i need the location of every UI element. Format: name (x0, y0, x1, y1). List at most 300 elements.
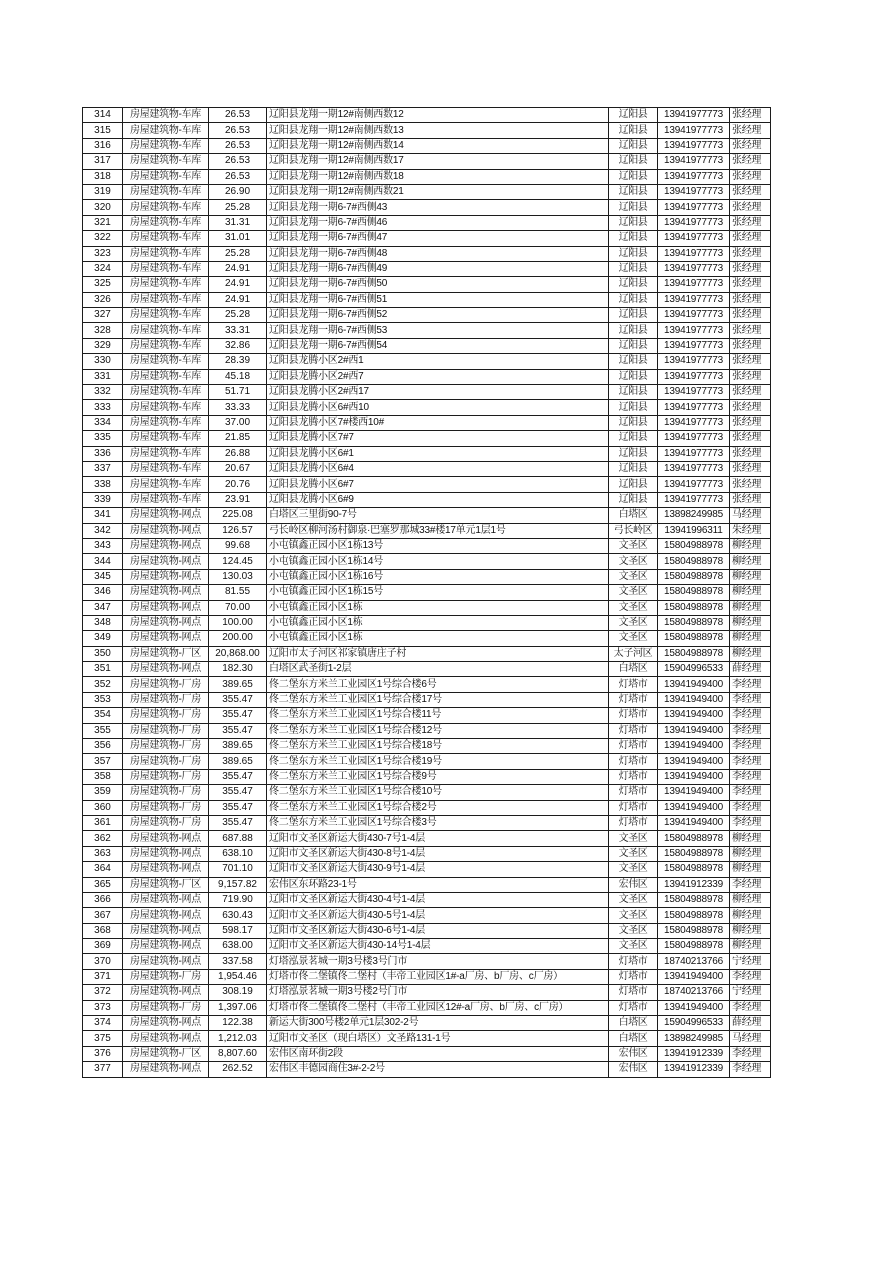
cell-manager: 柳经理 (730, 846, 771, 861)
cell-address: 辽阳县龙腾小区2#西1 (267, 354, 609, 369)
cell-asset-type: 房屋建筑物-网点 (123, 508, 209, 523)
cell-district: 辽阳县 (609, 492, 658, 507)
cell-manager: 柳经理 (730, 569, 771, 584)
cell-district: 辽阳县 (609, 123, 658, 138)
cell-area-value: 25.28 (209, 246, 267, 261)
table-row (83, 1000, 771, 1015)
table-row (83, 446, 771, 461)
cell-district: 灯塔市 (609, 708, 658, 723)
cell-area-value: 1,212.03 (209, 1031, 267, 1046)
cell-row-number: 363 (83, 846, 123, 861)
cell-row-number: 345 (83, 569, 123, 584)
cell-district: 辽阳县 (609, 415, 658, 430)
cell-manager: 李经理 (730, 877, 771, 892)
cell-row-number: 356 (83, 739, 123, 754)
table-row (83, 600, 771, 615)
cell-asset-type: 房屋建筑物-厂区 (123, 646, 209, 661)
cell-manager: 张经理 (730, 323, 771, 338)
cell-phone: 13941977773 (658, 323, 730, 338)
cell-phone: 13941949400 (658, 723, 730, 738)
cell-asset-type: 房屋建筑物-厂房 (123, 769, 209, 784)
cell-phone: 15804988978 (658, 831, 730, 846)
cell-area-value: 33.31 (209, 323, 267, 338)
cell-manager: 李经理 (730, 723, 771, 738)
cell-area-value: 26.53 (209, 108, 267, 123)
cell-address: 白塔区三里街90-7号 (267, 508, 609, 523)
cell-row-number: 316 (83, 138, 123, 153)
cell-address: 辽阳县龙翔一期6-7#西侧47 (267, 231, 609, 246)
cell-address: 小屯镇鑫正园小区1栋 (267, 631, 609, 646)
table-row (83, 323, 771, 338)
table-row (83, 261, 771, 276)
table-row (83, 969, 771, 984)
cell-address: 辽阳县龙腾小区6#4 (267, 461, 609, 476)
table-row (83, 538, 771, 553)
cell-address: 辽阳县龙腾小区6#7 (267, 477, 609, 492)
cell-address: 佟二堡东方米兰工业园区1号综合楼6号 (267, 677, 609, 692)
table-row (83, 154, 771, 169)
cell-district: 辽阳县 (609, 446, 658, 461)
cell-phone: 13941949400 (658, 785, 730, 800)
cell-area-value: 99.68 (209, 538, 267, 553)
cell-district: 白塔区 (609, 662, 658, 677)
cell-row-number: 354 (83, 708, 123, 723)
cell-district: 辽阳县 (609, 369, 658, 384)
cell-row-number: 351 (83, 662, 123, 677)
cell-asset-type: 房屋建筑物-车库 (123, 292, 209, 307)
cell-asset-type: 房屋建筑物-厂房 (123, 739, 209, 754)
cell-row-number: 367 (83, 908, 123, 923)
cell-district: 灯塔市 (609, 723, 658, 738)
cell-asset-type: 房屋建筑物-厂房 (123, 723, 209, 738)
cell-address: 辽阳市文圣区新运大街430-8号1-4层 (267, 846, 609, 861)
cell-asset-type: 房屋建筑物-车库 (123, 246, 209, 261)
cell-asset-type: 房屋建筑物-车库 (123, 138, 209, 153)
cell-address: 白塔区武圣街1-2层 (267, 662, 609, 677)
cell-address: 辽阳市文圣区新运大街430-6号1-4层 (267, 923, 609, 938)
cell-area-value: 308.19 (209, 985, 267, 1000)
cell-phone: 13941949400 (658, 815, 730, 830)
cell-manager: 李经理 (730, 739, 771, 754)
table-row (83, 400, 771, 415)
cell-address: 灯塔市佟二堡镇佟二堡村（丰帝工业园区12#-a厂房、b厂房、c厂房） (267, 1000, 609, 1015)
cell-row-number: 331 (83, 369, 123, 384)
cell-address: 辽阳市文圣区新运大街430-14号1-4层 (267, 939, 609, 954)
cell-address: 小屯镇鑫正园小区1栋13号 (267, 538, 609, 553)
cell-asset-type: 房屋建筑物-车库 (123, 431, 209, 446)
cell-asset-type: 房屋建筑物-网点 (123, 923, 209, 938)
cell-phone: 13941949400 (658, 739, 730, 754)
cell-manager: 柳经理 (730, 631, 771, 646)
cell-row-number: 337 (83, 461, 123, 476)
table-row (83, 354, 771, 369)
cell-address: 辽阳市文圣区（现白塔区）文圣路131-1号 (267, 1031, 609, 1046)
cell-address: 辽阳市文圣区新运大街430-4号1-4层 (267, 892, 609, 907)
cell-address: 辽阳县龙腾小区7#7 (267, 431, 609, 446)
cell-manager: 柳经理 (730, 554, 771, 569)
cell-row-number: 352 (83, 677, 123, 692)
table-row (83, 785, 771, 800)
table-row (83, 862, 771, 877)
cell-area-value: 100.00 (209, 615, 267, 630)
cell-asset-type: 房屋建筑物-车库 (123, 400, 209, 415)
cell-area-value: 25.28 (209, 308, 267, 323)
cell-row-number: 320 (83, 200, 123, 215)
cell-phone: 13941977773 (658, 184, 730, 199)
cell-area-value: 355.47 (209, 815, 267, 830)
cell-row-number: 365 (83, 877, 123, 892)
cell-row-number: 357 (83, 754, 123, 769)
cell-district: 灯塔市 (609, 739, 658, 754)
cell-manager: 宁经理 (730, 985, 771, 1000)
cell-phone: 13941949400 (658, 769, 730, 784)
cell-row-number: 376 (83, 1046, 123, 1061)
table-row (83, 292, 771, 307)
cell-area-value: 26.90 (209, 184, 267, 199)
cell-row-number: 327 (83, 308, 123, 323)
cell-area-value: 26.53 (209, 138, 267, 153)
cell-phone: 13941949400 (658, 677, 730, 692)
cell-manager: 张经理 (730, 169, 771, 184)
cell-phone: 13941977773 (658, 231, 730, 246)
cell-manager: 张经理 (730, 231, 771, 246)
cell-address: 辽阳县龙翔一期6-7#西侧46 (267, 215, 609, 230)
table-row (83, 846, 771, 861)
cell-manager: 李经理 (730, 692, 771, 707)
cell-phone: 13941977773 (658, 415, 730, 430)
cell-row-number: 314 (83, 108, 123, 123)
cell-phone: 13941977773 (658, 369, 730, 384)
table-row (83, 431, 771, 446)
table-row (83, 769, 771, 784)
cell-area-value: 9,157.82 (209, 877, 267, 892)
cell-area-value: 122.38 (209, 1016, 267, 1031)
cell-manager: 张经理 (730, 431, 771, 446)
cell-manager: 张经理 (730, 108, 771, 123)
table-row (83, 985, 771, 1000)
cell-row-number: 348 (83, 615, 123, 630)
cell-district: 辽阳县 (609, 461, 658, 476)
cell-asset-type: 房屋建筑物-车库 (123, 261, 209, 276)
cell-area-value: 81.55 (209, 585, 267, 600)
cell-district: 文圣区 (609, 846, 658, 861)
cell-area-value: 701.10 (209, 862, 267, 877)
cell-district: 宏伟区 (609, 877, 658, 892)
cell-area-value: 225.08 (209, 508, 267, 523)
cell-phone: 15804988978 (658, 615, 730, 630)
cell-manager: 张经理 (730, 492, 771, 507)
cell-row-number: 332 (83, 385, 123, 400)
table-row (83, 200, 771, 215)
cell-asset-type: 房屋建筑物-车库 (123, 323, 209, 338)
cell-asset-type: 房屋建筑物-厂区 (123, 877, 209, 892)
cell-address: 辽阳县龙翔一期12#南侧西数18 (267, 169, 609, 184)
cell-asset-type: 房屋建筑物-车库 (123, 338, 209, 353)
cell-asset-type: 房屋建筑物-网点 (123, 908, 209, 923)
cell-row-number: 361 (83, 815, 123, 830)
cell-phone: 13941977773 (658, 138, 730, 153)
cell-row-number: 371 (83, 969, 123, 984)
cell-district: 辽阳县 (609, 400, 658, 415)
cell-district: 灯塔市 (609, 954, 658, 969)
cell-area-value: 389.65 (209, 677, 267, 692)
table-row (83, 523, 771, 538)
cell-row-number: 326 (83, 292, 123, 307)
table-row (83, 646, 771, 661)
cell-row-number: 319 (83, 184, 123, 199)
cell-area-value: 337.58 (209, 954, 267, 969)
cell-phone: 13941977773 (658, 461, 730, 476)
cell-area-value: 26.53 (209, 154, 267, 169)
cell-asset-type: 房屋建筑物-厂房 (123, 800, 209, 815)
cell-row-number: 317 (83, 154, 123, 169)
cell-address: 辽阳县龙腾小区2#西7 (267, 369, 609, 384)
cell-address: 辽阳县龙腾小区6#西10 (267, 400, 609, 415)
cell-district: 辽阳县 (609, 477, 658, 492)
cell-manager: 张经理 (730, 154, 771, 169)
cell-manager: 宁经理 (730, 954, 771, 969)
cell-phone: 15804988978 (658, 569, 730, 584)
cell-asset-type: 房屋建筑物-网点 (123, 831, 209, 846)
cell-manager: 张经理 (730, 277, 771, 292)
cell-manager: 柳经理 (730, 892, 771, 907)
cell-phone: 13941949400 (658, 708, 730, 723)
cell-address: 辽阳县龙翔一期6-7#西侧51 (267, 292, 609, 307)
cell-row-number: 377 (83, 1062, 123, 1077)
cell-row-number: 366 (83, 892, 123, 907)
cell-manager: 张经理 (730, 215, 771, 230)
cell-address: 辽阳县龙翔一期12#南侧西数14 (267, 138, 609, 153)
cell-phone: 13941912339 (658, 1062, 730, 1077)
cell-area-value: 20.67 (209, 461, 267, 476)
cell-manager: 李经理 (730, 769, 771, 784)
cell-asset-type: 房屋建筑物-车库 (123, 154, 209, 169)
cell-asset-type: 房屋建筑物-车库 (123, 231, 209, 246)
cell-row-number: 369 (83, 939, 123, 954)
cell-asset-type: 房屋建筑物-网点 (123, 954, 209, 969)
cell-address: 佟二堡东方米兰工业园区1号综合楼19号 (267, 754, 609, 769)
cell-manager: 柳经理 (730, 939, 771, 954)
cell-row-number: 368 (83, 923, 123, 938)
cell-phone: 13898249985 (658, 1031, 730, 1046)
cell-address: 宏伟区丰德园商住3#-2-2号 (267, 1062, 609, 1077)
cell-address: 辽阳县龙翔一期6-7#西侧49 (267, 261, 609, 276)
cell-manager: 朱经理 (730, 523, 771, 538)
cell-area-value: 355.47 (209, 708, 267, 723)
cell-district: 灯塔市 (609, 815, 658, 830)
cell-district: 辽阳县 (609, 215, 658, 230)
cell-district: 辽阳县 (609, 277, 658, 292)
table-row (83, 692, 771, 707)
cell-row-number: 375 (83, 1031, 123, 1046)
cell-district: 辽阳县 (609, 154, 658, 169)
cell-district: 文圣区 (609, 923, 658, 938)
cell-manager: 张经理 (730, 308, 771, 323)
cell-row-number: 372 (83, 985, 123, 1000)
cell-row-number: 322 (83, 231, 123, 246)
cell-area-value: 31.31 (209, 215, 267, 230)
cell-asset-type: 房屋建筑物-厂房 (123, 1000, 209, 1015)
cell-address: 佟二堡东方米兰工业园区1号综合楼3号 (267, 815, 609, 830)
cell-address: 小屯镇鑫正园小区1栋15号 (267, 585, 609, 600)
cell-area-value: 33.33 (209, 400, 267, 415)
cell-row-number: 325 (83, 277, 123, 292)
cell-asset-type: 房屋建筑物-车库 (123, 277, 209, 292)
cell-address: 新运大街300号楼2单元1层302-2号 (267, 1016, 609, 1031)
cell-phone: 13941912339 (658, 1046, 730, 1061)
cell-asset-type: 房屋建筑物-网点 (123, 585, 209, 600)
cell-asset-type: 房屋建筑物-网点 (123, 662, 209, 677)
cell-district: 辽阳县 (609, 292, 658, 307)
cell-area-value: 182.30 (209, 662, 267, 677)
table-row (83, 123, 771, 138)
cell-phone: 13941977773 (658, 246, 730, 261)
cell-area-value: 21.85 (209, 431, 267, 446)
cell-phone: 15804988978 (658, 631, 730, 646)
cell-phone: 13941977773 (658, 431, 730, 446)
cell-district: 辽阳县 (609, 138, 658, 153)
cell-phone: 13898249985 (658, 508, 730, 523)
cell-manager: 张经理 (730, 354, 771, 369)
cell-area-value: 26.88 (209, 446, 267, 461)
table-row (83, 508, 771, 523)
cell-row-number: 349 (83, 631, 123, 646)
cell-address: 辽阳市文圣区新运大街430-5号1-4层 (267, 908, 609, 923)
table-row (83, 108, 771, 123)
cell-address: 灯塔泓景茗城一期3号楼2号门市 (267, 985, 609, 1000)
cell-asset-type: 房屋建筑物-车库 (123, 477, 209, 492)
cell-row-number: 315 (83, 123, 123, 138)
cell-asset-type: 房屋建筑物-车库 (123, 200, 209, 215)
cell-address: 小屯镇鑫正园小区1栋14号 (267, 554, 609, 569)
table-row (83, 677, 771, 692)
cell-district: 辽阳县 (609, 431, 658, 446)
cell-district: 辽阳县 (609, 184, 658, 199)
cell-manager: 张经理 (730, 369, 771, 384)
cell-asset-type: 房屋建筑物-厂房 (123, 692, 209, 707)
cell-manager: 柳经理 (730, 615, 771, 630)
cell-area-value: 630.43 (209, 908, 267, 923)
cell-asset-type: 房屋建筑物-网点 (123, 569, 209, 584)
table-row (83, 1046, 771, 1061)
table-row (83, 492, 771, 507)
cell-address: 小屯镇鑫正园小区1栋 (267, 615, 609, 630)
cell-area-value: 1,954.46 (209, 969, 267, 984)
cell-district: 辽阳县 (609, 246, 658, 261)
table-row (83, 246, 771, 261)
cell-district: 灯塔市 (609, 985, 658, 1000)
cell-manager: 张经理 (730, 461, 771, 476)
cell-area-value: 51.71 (209, 385, 267, 400)
cell-district: 文圣区 (609, 908, 658, 923)
cell-phone: 13941949400 (658, 969, 730, 984)
cell-manager: 柳经理 (730, 600, 771, 615)
cell-area-value: 130.03 (209, 569, 267, 584)
cell-address: 辽阳县龙腾小区6#9 (267, 492, 609, 507)
cell-address: 辽阳市文圣区新运大街430-9号1-4层 (267, 862, 609, 877)
cell-district: 灯塔市 (609, 1000, 658, 1015)
cell-district: 辽阳县 (609, 354, 658, 369)
cell-phone: 13941912339 (658, 877, 730, 892)
cell-phone: 13941949400 (658, 692, 730, 707)
cell-district: 文圣区 (609, 615, 658, 630)
cell-area-value: 24.91 (209, 277, 267, 292)
cell-district: 辽阳县 (609, 261, 658, 276)
cell-manager: 柳经理 (730, 585, 771, 600)
cell-address: 辽阳县龙翔一期12#南侧西数17 (267, 154, 609, 169)
cell-asset-type: 房屋建筑物-网点 (123, 538, 209, 553)
cell-address: 辽阳县龙翔一期6-7#西侧52 (267, 308, 609, 323)
cell-address: 辽阳县龙翔一期12#南侧西数21 (267, 184, 609, 199)
table-row (83, 877, 771, 892)
cell-area-value: 355.47 (209, 692, 267, 707)
cell-phone: 15804988978 (658, 892, 730, 907)
cell-district: 灯塔市 (609, 769, 658, 784)
cell-phone: 15804988978 (658, 923, 730, 938)
cell-address: 辽阳县龙腾小区2#西17 (267, 385, 609, 400)
cell-manager: 马经理 (730, 508, 771, 523)
cell-asset-type: 房屋建筑物-厂房 (123, 708, 209, 723)
cell-area-value: 200.00 (209, 631, 267, 646)
cell-asset-type: 房屋建筑物-网点 (123, 631, 209, 646)
cell-area-value: 20.76 (209, 477, 267, 492)
cell-phone: 13941977773 (658, 277, 730, 292)
asset-table-body (83, 108, 771, 1078)
table-row (83, 277, 771, 292)
cell-district: 宏伟区 (609, 1062, 658, 1077)
cell-phone: 13941977773 (658, 492, 730, 507)
cell-asset-type: 房屋建筑物-网点 (123, 939, 209, 954)
cell-address: 佟二堡东方米兰工业园区1号综合楼17号 (267, 692, 609, 707)
cell-asset-type: 房屋建筑物-车库 (123, 184, 209, 199)
cell-district: 文圣区 (609, 939, 658, 954)
cell-manager: 李经理 (730, 1000, 771, 1015)
table-row (83, 631, 771, 646)
cell-district: 文圣区 (609, 569, 658, 584)
cell-district: 灯塔市 (609, 800, 658, 815)
cell-address: 佟二堡东方米兰工业园区1号综合楼10号 (267, 785, 609, 800)
cell-address: 宏伟区东环路23-1号 (267, 877, 609, 892)
cell-area-value: 20,868.00 (209, 646, 267, 661)
cell-district: 文圣区 (609, 600, 658, 615)
cell-phone: 13941977773 (658, 108, 730, 123)
cell-row-number: 343 (83, 538, 123, 553)
asset-table (82, 107, 771, 1078)
cell-manager: 柳经理 (730, 831, 771, 846)
cell-asset-type: 房屋建筑物-车库 (123, 369, 209, 384)
cell-phone: 13941949400 (658, 800, 730, 815)
cell-manager: 柳经理 (730, 923, 771, 938)
cell-district: 文圣区 (609, 831, 658, 846)
cell-manager: 张经理 (730, 400, 771, 415)
cell-asset-type: 房屋建筑物-车库 (123, 108, 209, 123)
table-row (83, 708, 771, 723)
cell-manager: 李经理 (730, 1046, 771, 1061)
table-row (83, 385, 771, 400)
cell-phone: 13941949400 (658, 1000, 730, 1015)
table-row (83, 461, 771, 476)
cell-asset-type: 房屋建筑物-网点 (123, 846, 209, 861)
table-row (83, 138, 771, 153)
cell-manager: 李经理 (730, 1062, 771, 1077)
cell-asset-type: 房屋建筑物-厂房 (123, 677, 209, 692)
cell-district: 灯塔市 (609, 677, 658, 692)
cell-district: 辽阳县 (609, 231, 658, 246)
table-row (83, 308, 771, 323)
cell-row-number: 339 (83, 492, 123, 507)
cell-district: 白塔区 (609, 1016, 658, 1031)
cell-manager: 张经理 (730, 415, 771, 430)
